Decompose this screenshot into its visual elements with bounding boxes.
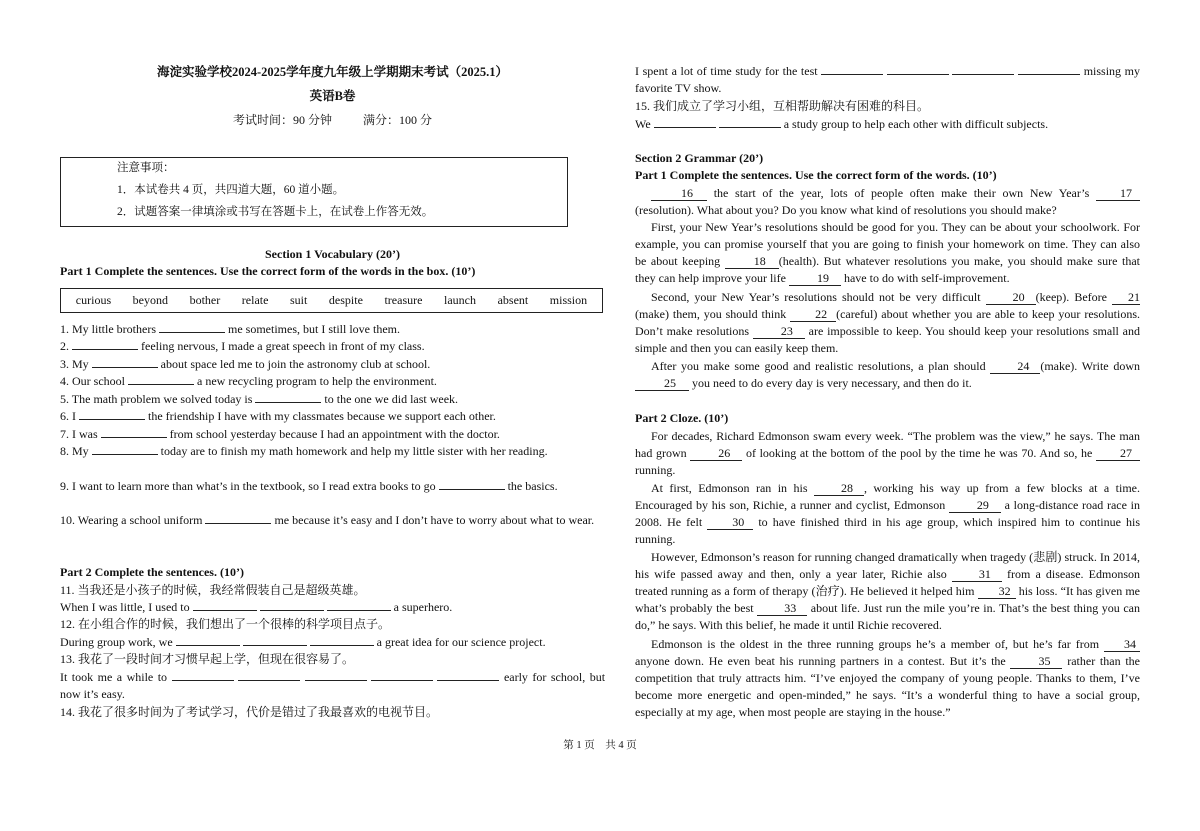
blank-number[interactable]: 31 [952, 567, 1002, 582]
question-15: We a study group to help each other with difficult subjects. [635, 117, 1049, 131]
page-footer: 第 1 页 共 4 页 [563, 740, 637, 751]
notice-item: 2．试题答案一律填涂或书写在答题卡上，在试卷上作答无效。 [117, 206, 434, 218]
blank-number[interactable]: 18 [725, 254, 779, 269]
question-5: 5. The math problem we solved today is to the one we did last week. [60, 392, 459, 406]
word-item: curious [75, 293, 112, 307]
answer-blank[interactable] [719, 116, 781, 128]
answer-blank[interactable] [193, 599, 257, 611]
answer-blank[interactable] [305, 669, 367, 681]
blank-number[interactable]: 27 [1096, 446, 1140, 461]
answer-blank[interactable] [101, 426, 167, 438]
cloze-paragraph-3: However, Edmonson’s reason for running changed dramatically when tragedy (悲剧) struck. In 2014, his wife passed away and then, only a year later, Richie also 31 from a disease. Edmonson treated running as a form of therapy (治疗). He believed it helped him 32 his loss. “It has given me what’s probably the best 33 about life. Just run the mile you’re in. That’s the best thing you can do,” he says. With this belief, he made it until Richie recovered. [635, 550, 1140, 632]
cloze-paragraph-2: At first, Edmonson ran in his 28 , working his way up from a few blocks at a time. Encouraged by his son, Richie, a runner and cyclist, Edmonson 29 a long-distance road race in 2008. He felt 30 to have finished third in his age group, which inspired him to continue his running. [635, 481, 1141, 546]
exam-title: 海淀实验学校2024-2025学年度九年级上学期期末考试（2025.1） [156, 65, 509, 79]
blank-number[interactable]: 29 [949, 498, 1001, 513]
answer-blank[interactable] [371, 669, 433, 681]
question-7: 7. I was from school yesterday because I had an appointment with the doctor. [60, 427, 500, 441]
blank-number[interactable]: 20 [986, 290, 1036, 305]
answer-blank[interactable] [79, 408, 145, 420]
answer-blank[interactable] [128, 373, 194, 385]
question-9: 9. I want to learn more than what’s in the textbook, so I read extra books to go the basics. [60, 479, 558, 493]
answer-blank[interactable] [887, 63, 949, 75]
section2-part2-title: Part 2 Cloze. (10’) [635, 411, 729, 425]
blank-number[interactable]: 35 [1010, 654, 1062, 669]
answer-blank[interactable] [255, 391, 321, 403]
section1-part1-title: Part 1 Complete the sentences. Use the correct form of the words in the box. (10’) [60, 264, 476, 278]
grammar-paragraph-1: 16 the start of the year, lots of people often make their own New Year’s 17(resolution). What about you? Do you know what kind of resolutions you should make? [635, 185, 1140, 219]
notice-head: 注意事项： [117, 162, 175, 174]
section2-part1-title: Part 1 Complete the sentences. Use the correct form of the words. (10’) [635, 168, 997, 182]
answer-blank[interactable] [654, 116, 716, 128]
question-1: 1. My little brothers me sometimes, but I still love them. [60, 322, 400, 336]
section1-part2-title: Part 2 Complete the sentences. (10’) [60, 565, 244, 579]
blank-number[interactable]: 28 [814, 481, 864, 496]
answer-blank[interactable] [72, 338, 138, 350]
question-12: During group work, we a great idea for our science project. [60, 635, 546, 649]
word-item: beyond [132, 293, 168, 307]
blank-number[interactable]: 23 [753, 324, 805, 339]
answer-blank[interactable] [159, 321, 225, 333]
word-item: mission [549, 293, 588, 307]
notice-box [60, 157, 568, 227]
answer-blank[interactable] [238, 669, 300, 681]
section2-title: Section 2 Grammar (20’) [635, 151, 764, 165]
blank-number[interactable]: 16 [651, 186, 707, 201]
question-4: 4. Our school a new recycling program to help the environment. [60, 374, 437, 388]
answer-blank[interactable] [172, 669, 234, 681]
word-item: bother [189, 293, 221, 307]
answer-blank[interactable] [327, 599, 391, 611]
grammar-paragraph-2: First, your New Year’s resolutions should be good for you. They can be about your schoolwork. For example, you can promise yourself that you are going to finish your homework on time. They can also be about keeping 18 (health). But whatever resolutions you make, you should make sure that they can help improve your life 19 have to do with self-improvement. [635, 220, 1140, 285]
answer-blank[interactable] [821, 63, 883, 75]
blank-number[interactable]: 30 [707, 515, 753, 530]
blank-number[interactable]: 17 [1096, 186, 1140, 201]
blank-number[interactable]: 24 [990, 359, 1040, 374]
answer-blank[interactable] [176, 634, 240, 646]
question-11-cn: 11. 当我还是小孩子的时候，我经常假装自己是超级英雄。 [60, 583, 366, 597]
answer-blank[interactable] [260, 599, 324, 611]
notice-item: 1．本试卷共 4 页，共四道大题，60 道小题。 [117, 184, 345, 196]
cloze-paragraph-1: For decades, Richard Edmonson swam every week. “The problem was the view,” he says. The man had grown 26 of looking at the bottom of the pool by the time he was 70. And so, he 27 running. [635, 429, 1140, 477]
blank-number[interactable]: 22 [790, 307, 836, 322]
answer-blank[interactable] [952, 63, 1014, 75]
word-item: relate [241, 293, 269, 307]
question-14-cn: 14. 我花了很多时间为了考试学习，代价是错过了我最喜欢的电视节目。 [60, 705, 439, 719]
blank-number[interactable]: 33 [757, 601, 807, 616]
word-item: despite [328, 293, 363, 307]
answer-blank[interactable] [92, 356, 158, 368]
question-14: I spent a lot of time study for the test missing my favorite TV show. [635, 64, 1140, 95]
answer-blank[interactable] [439, 478, 505, 490]
answer-blank[interactable] [310, 634, 374, 646]
question-6: 6. I the friendship I have with my classmates because we support each other. [60, 409, 496, 423]
grammar-paragraph-3: Second, your New Year’s resolutions should not be very difficult 20 (keep). Before 21(make) them, you should think 22 (careful) about whether you are able to keep your resolutions. Don’t make resolutions 23 are impossible to keep. You should keep your resolutions small and simple and then you can easily keep them. [635, 290, 1141, 355]
question-10: 10. Wearing a school uniform me because it’s easy and I don’t have to worry about what to wear. [60, 513, 595, 527]
question-3: 3. My about space led me to join the astronomy club at school. [60, 357, 431, 371]
blank-number[interactable]: 32 [978, 584, 1016, 599]
blank-number[interactable]: 34 [1104, 637, 1140, 652]
answer-blank[interactable] [205, 512, 271, 524]
question-11: When I was little, I used to a superhero. [60, 600, 453, 614]
answer-blank[interactable] [437, 669, 499, 681]
exam-subtitle: 英语B卷 [309, 89, 356, 103]
blank-number[interactable]: 26 [690, 446, 742, 461]
question-12-cn: 12. 在小组合作的时候，我们想出了一个很棒的科学项目点子。 [60, 617, 391, 631]
grammar-paragraph-4: After you make some good and realistic resolutions, a plan should 24 (make). Write down 25 you need to do every day is very necessary, and then do it. [635, 358, 1140, 392]
question-13: It took me a while to early for school, but now it’s easy. [60, 670, 606, 701]
question-8: 8. My today are to finish my math homework and help my little sister with her reading. [60, 444, 548, 458]
blank-number[interactable]: 21 [1112, 290, 1140, 305]
cloze-paragraph-4: Edmonson is the oldest in the three running groups he’s a member of, but he’s far from 34 anyone down. He even beat his running partners in a contest. But it’s the 35 rather than the competition that truly attracts him. “I’ve enjoyed the company of young people. Thanks to them, I’ve become more energetic and open-minded,” he says. “It’s a wonderful thing to have a social group, especially at my age, when most people are staying in the house.” [635, 637, 1140, 719]
word-item: absent [497, 293, 529, 307]
word-box [60, 288, 603, 313]
question-15-cn: 15. 我们成立了学习小组，互相帮助解决有困难的科目。 [635, 99, 930, 113]
question-13-cn: 13. 我花了一段时间才习惯早起上学，但现在很容易了。 [60, 652, 355, 666]
blank-number[interactable]: 25 [635, 376, 689, 391]
section1-title: Section 1 Vocabulary (20’) [265, 247, 400, 261]
answer-blank[interactable] [92, 443, 158, 455]
word-item: treasure [384, 293, 423, 307]
question-2: 2. feeling nervous, I made a great speech in front of my class. [60, 339, 425, 353]
exam-time: 考试时间：90 分钟 [232, 113, 332, 127]
answer-blank[interactable] [243, 634, 307, 646]
word-item: suit [290, 293, 308, 307]
answer-blank[interactable] [1018, 63, 1080, 75]
exam-score: 满分：100 分 [363, 113, 433, 127]
blank-number[interactable]: 19 [789, 271, 841, 286]
word-item: launch [444, 293, 477, 307]
exam-info [60, 112, 605, 129]
